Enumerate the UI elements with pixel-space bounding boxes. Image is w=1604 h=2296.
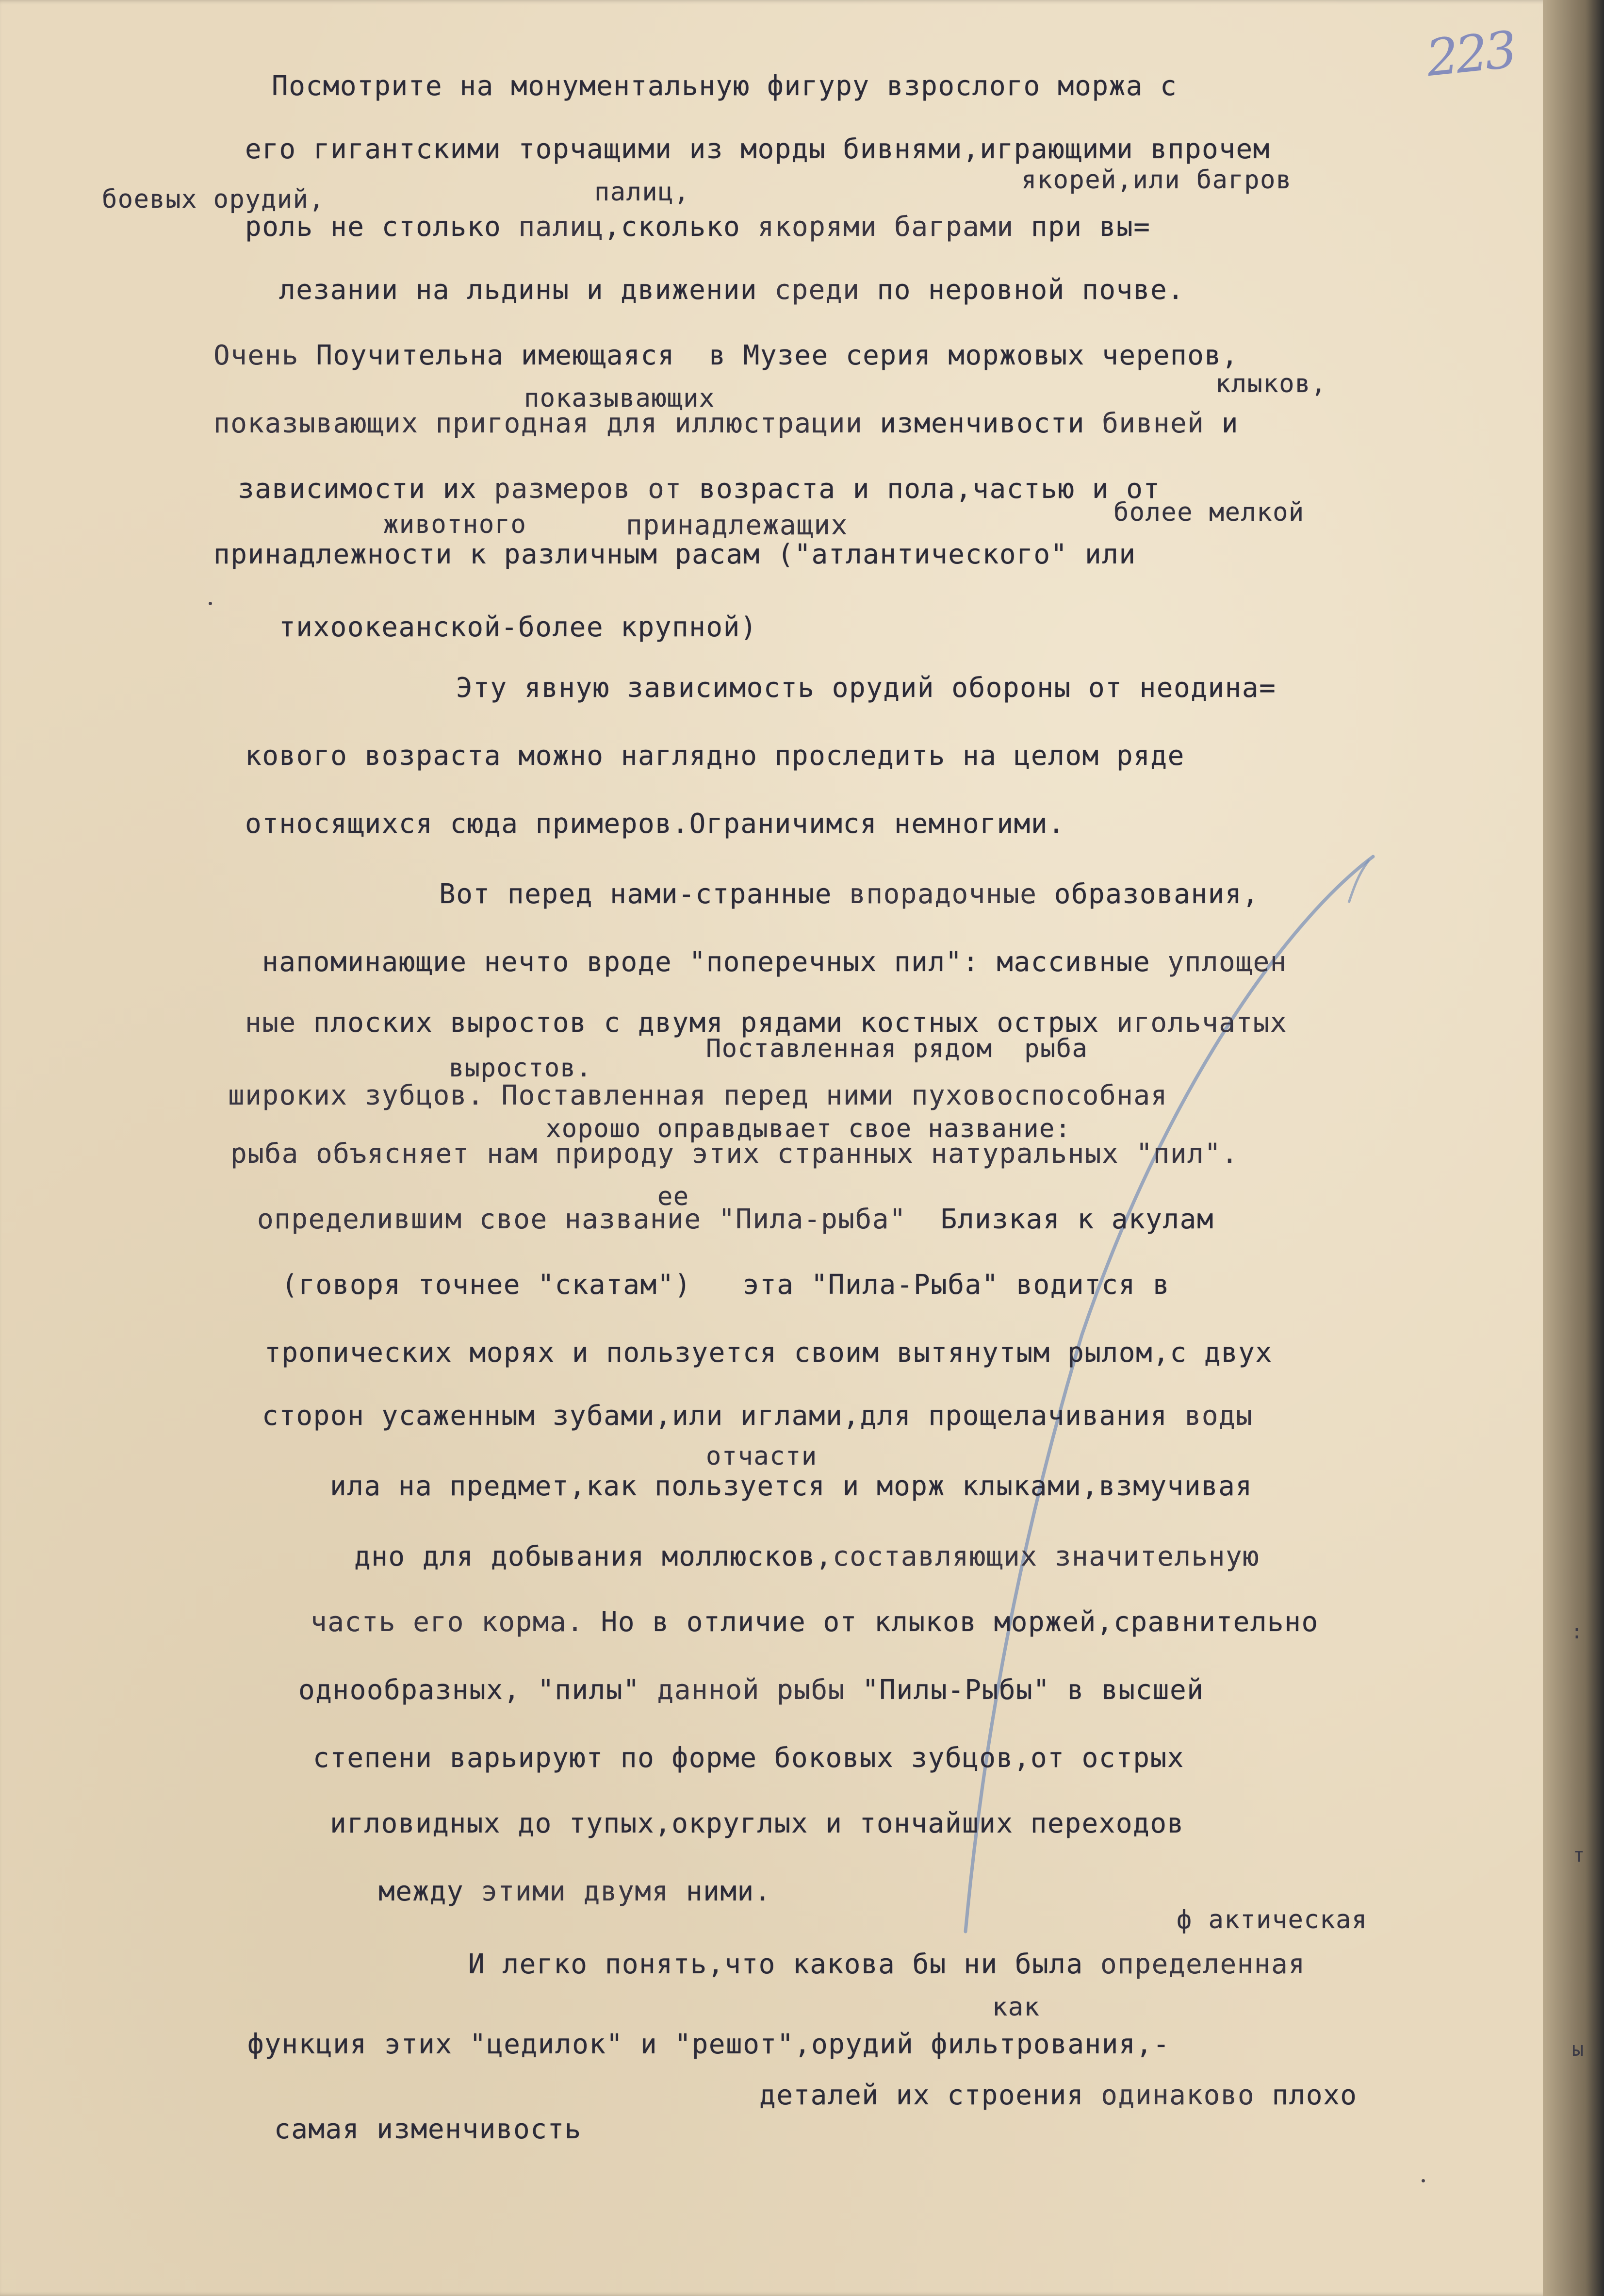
- struck-word: якорями баграми: [757, 211, 1014, 243]
- text-line: тропических морях и пользуется своим вытянутым рылом,с двух: [264, 1337, 1273, 1369]
- margin-mark: [209, 602, 212, 605]
- insertion-line: боевых орудий,: [102, 185, 325, 214]
- text-line: Посмотрите на монументальную фигуру взрослого моржа с: [272, 70, 1178, 102]
- struck-line: принадлежащих: [626, 510, 848, 541]
- struck-word: показывающих пригодная для иллюстрации: [213, 408, 863, 439]
- struck-word: палиц: [518, 211, 604, 243]
- text-line: зависимости их размеров от возраста и пола,частью и от: [238, 473, 1161, 505]
- text-line: самая изменчивость: [274, 2114, 582, 2145]
- folio-number: 223: [1424, 19, 1517, 88]
- margin-mark: [1422, 2179, 1425, 2182]
- insertion-line: отчасти: [706, 1442, 818, 1471]
- struck-word: среди: [774, 274, 860, 306]
- insertion-line: более мелкой: [1113, 498, 1305, 527]
- insertion-line: Поставленная рядом рыба: [706, 1034, 1088, 1063]
- text-line: напоминающие нечто вроде "поперечных пил": массивные уплощен: [262, 946, 1287, 978]
- struck-word: впорадочные: [849, 878, 1037, 910]
- text-line: сторон усаженным зубами,или иглами,для прощелачивания воды: [262, 1400, 1253, 1432]
- text-line: И легко понять,что какова бы ни была определенная: [468, 1949, 1306, 1980]
- text-line: показывающих пригодная для иллюстрации изменчивости бивней и: [213, 408, 1239, 439]
- struck-word: уплощен: [1167, 946, 1287, 978]
- struck-word: данной рыбы: [657, 1674, 845, 1706]
- text-line: однообразных, "пилы" данной рыбы "Пилы-Рыбы" в высшей: [298, 1674, 1204, 1706]
- struck-word: Очень: [213, 340, 299, 371]
- text-line: роль не столько палиц,сколько якорями баграми при вы=: [245, 211, 1151, 243]
- struck-word: определенная: [1100, 1949, 1306, 1980]
- text-line: игловидных до тупых,округлых и тончайших переходов: [330, 1808, 1184, 1839]
- insertion-line: показывающих: [524, 384, 715, 413]
- struck-word: игольчатых: [1116, 1007, 1288, 1039]
- text-line: определившим свое название "Пила-рыба" Близкая к акулам: [257, 1204, 1214, 1235]
- insertion-line: клыков,: [1215, 369, 1327, 398]
- insertion-line: выростов.: [449, 1054, 592, 1083]
- text-line: дно для добывания моллюсков,составляющих значительную: [354, 1541, 1260, 1572]
- text-line: между этими двумя ними.: [378, 1876, 771, 1907]
- edge-glyph-fragment: т: [1573, 1844, 1585, 1867]
- struck-word: ные: [245, 1007, 296, 1039]
- struck-word: бивней: [1102, 408, 1205, 439]
- text-line: (говоря точнее "скатам") эта "Пила-Рыба" водится в: [281, 1269, 1170, 1301]
- text-line: кового возраста можно наглядно проследить на целом ряде: [245, 740, 1185, 772]
- insertion-line: палиц,: [594, 178, 690, 207]
- insertion-line: ф актическая: [1177, 1905, 1368, 1934]
- text-line: степени варьируют по форме боковых зубцов,от острых: [313, 1742, 1184, 1774]
- insertion-line: животного: [383, 510, 527, 539]
- insertion-line: хорошо оправдывает свое название:: [546, 1114, 1071, 1143]
- text-line: ила на предмет,как пользуется и морж клыками,взмучивая: [330, 1470, 1253, 1502]
- edge-glyph-fragment: :: [1571, 1621, 1583, 1643]
- struck-line: рыба объясняет нам природу этих странных натуральных "пил".: [230, 1138, 1239, 1170]
- text-line: Эту явную зависимость орудий обороны от неодина=: [456, 672, 1277, 704]
- text-line: лезании на льдины и движении среди по неровной почве.: [279, 274, 1185, 306]
- text-line: принадлежности к различным расам ("атлантического" или: [213, 539, 1136, 570]
- struck-word: определившим свое название "Пила-рыба": [257, 1204, 907, 1235]
- struck-word: часть его корма.: [311, 1606, 584, 1638]
- edge-glyph-fragment: ы: [1572, 2038, 1584, 2061]
- insertion-line: ее: [657, 1182, 689, 1211]
- text-line: часть его корма. Но в отличие от клыков моржей,сравнительно: [311, 1606, 1319, 1638]
- text-line: его гигантскими торчащими из морды бивнями,играющими впрочем: [245, 133, 1270, 165]
- text-line: Очень Поучительна имеющаяся в Музее серия моржовых черепов,: [213, 340, 1239, 371]
- text-line: тихоокеанской-более крупной): [279, 611, 758, 643]
- struck-word: размеров от: [494, 473, 682, 505]
- underlying-page-edge: [1543, 0, 1604, 2296]
- insertion-line: якорей,или багров: [1021, 165, 1292, 195]
- text-line: относящихся сюда примеров.Ограничимся немногими.: [245, 808, 1065, 840]
- text-line: Вот перед нами-странные впорадочные образования,: [439, 878, 1260, 910]
- text-line: функция этих "цедилок" и "решот",орудий фильтрования,-: [247, 2029, 1170, 2060]
- struck-line: широких зубцов. Поставленная перед ними пуховоспособная: [228, 1080, 1168, 1111]
- text-line: ные плоских выростов с двумя рядами костных острых игольчатых: [245, 1007, 1288, 1039]
- struck-word: воды: [1184, 1400, 1253, 1432]
- struck-word: этими двумя: [481, 1876, 669, 1907]
- struck-word: составляющих значительную: [833, 1541, 1260, 1572]
- text-line: деталей их строения одинаково плохо: [759, 2080, 1358, 2111]
- struck-word: одинаково: [1101, 2080, 1255, 2111]
- insertion-line: как: [992, 1993, 1040, 2022]
